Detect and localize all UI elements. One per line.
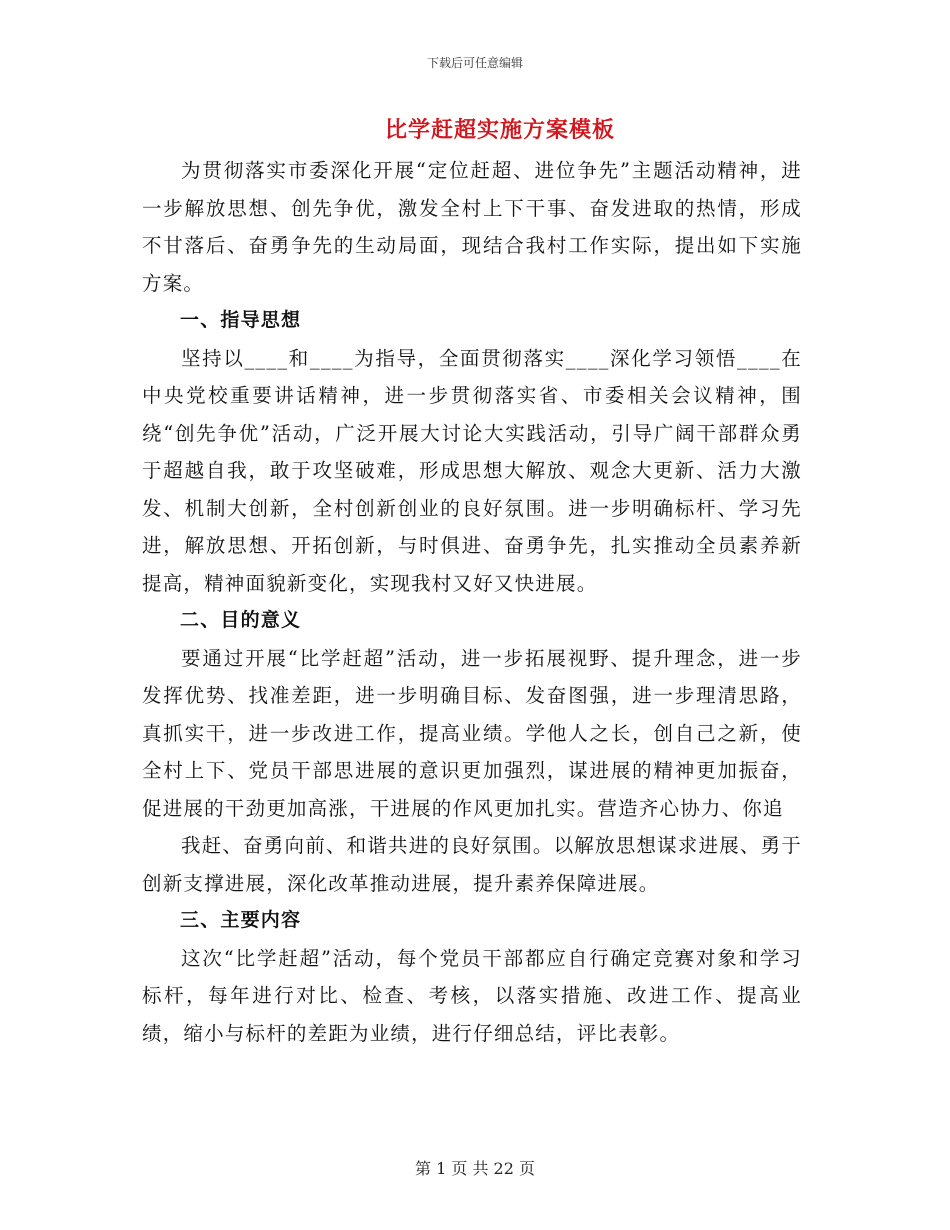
section-paragraph-purpose-1: 要通过开展“比学赶超”活动，进一步拓展视野、提升理念，进一步发挥优势、找准差距，进一步明确目标、发奋图强，进一步理清思路，真抓实干，进一步改进工作，提高业绩。学他人之长，创自己之新，使全村上下、党员干部思进展的意识更加强烈，谋进展的精神更加振奋，促进展的干劲更加高涨，干进展的作风更加扎实。营造齐心协力、你追 — [142, 646, 802, 820]
intro-paragraph: 为贯彻落实市委深化开展“定位赶超、进位争先”主题活动精神，进一步解放思想、创先争优，激发全村上下干事、奋发进取的热情，形成不甘落后、奋勇争先的生动局面，现结合我村工作实际，提出如下实施方案。 — [142, 159, 802, 295]
page-number-footer: 第 1 页 共 22 页 — [415, 1159, 535, 1178]
header-note: 下载后可任意编辑 — [426, 56, 523, 70]
section-heading-main-content: 三、主要内容 — [180, 909, 302, 931]
section-paragraph-purpose-2: 我赶、奋勇向前、和谐共进的良好氛围。以解放思想谋求进展、勇于创新支撑进展，深化改革推动进展，提升素养保障进展。 — [142, 834, 803, 895]
document-title: 比学赶超实施方案模板 — [384, 117, 615, 143]
section-paragraph-guiding-thought: 坚持以____和____为指导，全面贯彻落实____深化学习领悟____在中央党校重要讲话精神，进一步贯彻落实省、市委相关会议精神，围绕“创先争优”活动，广泛开展大讨论大实践活动，引导广阔干部群众勇于超越自我，敢于攻坚破难，形成思想大解放、观念大更新、活力大激发、机制大创新，全村创新创业的良好氛围。进一步明确标杆、学习先进，解放思想、开拓创新，与时俱进、奋勇争先，扎实推动全员素养新提高，精神面貌新变化，实现我村又好又快进展。 — [142, 346, 802, 595]
section-paragraph-main-content: 这次“比学赶超”活动，每个党员干部都应自行确定竞赛对象和学习标杆，每年进行对比、检查、考核，以落实措施、改进工作、提高业绩，缩小与标杆的差距为业绩，进行仔细总结，评比表彰。 — [142, 946, 802, 1045]
section-heading-purpose: 二、目的意义 — [180, 609, 302, 631]
document-body — [142, 152, 802, 1052]
section-heading-guiding-thought: 一、指导思想 — [180, 309, 302, 331]
